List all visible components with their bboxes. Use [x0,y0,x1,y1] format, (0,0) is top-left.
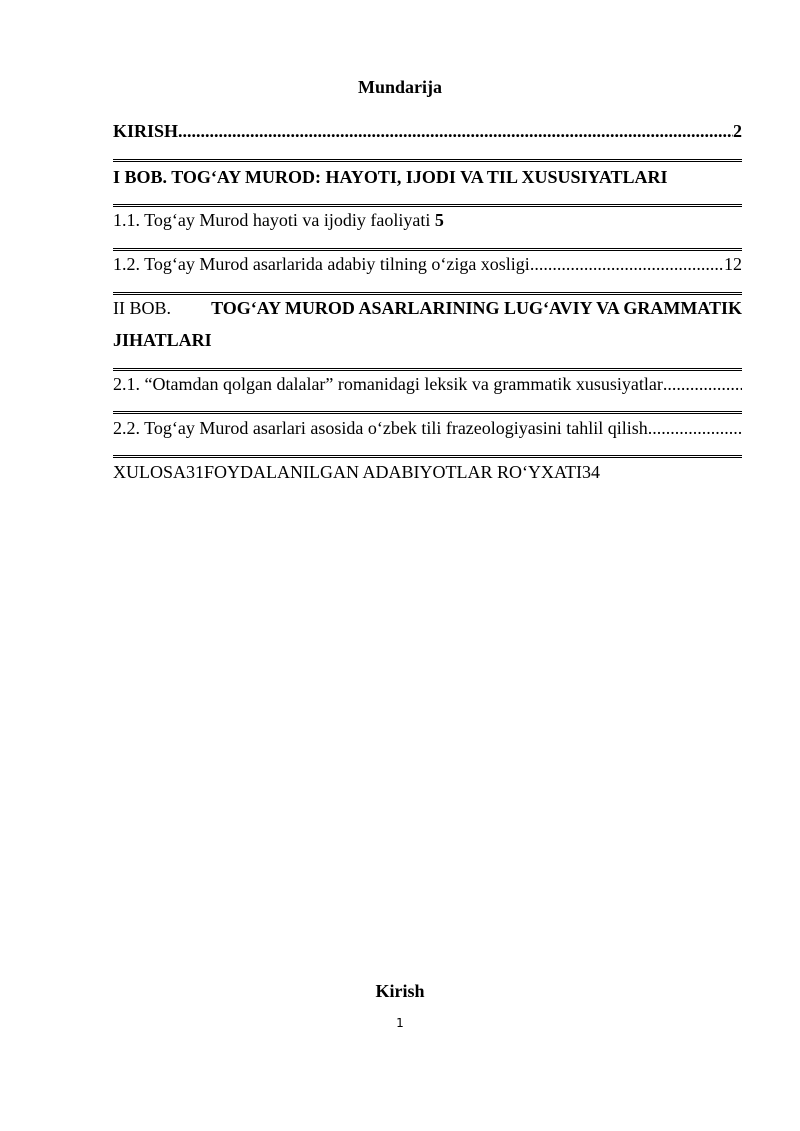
dot-leader [530,253,724,275]
toc-entry-label: 1.1. Tog‘ay Murod hayoti va ijodiy faoliyati [113,210,435,230]
next-section-heading: Kirish [375,981,425,1001]
toc-entry-prefix: II BOB. [113,298,176,318]
double-rule [113,248,742,251]
dot-leader [648,417,742,439]
dot-leader [663,373,742,395]
toc-entry-conclusion-references[interactable] [113,461,742,483]
page-number: 1 [396,1016,404,1030]
toc-entry-kirish[interactable] [113,120,742,142]
toc-entry-page: 12 [724,254,742,274]
toc-entry-chapter-2[interactable] [113,297,742,319]
toc-entry-label: 2.2. Tog‘ay Murod asarlari asosida o‘zbek tili frazeologiyasini tahlil qilish [113,418,648,438]
double-rule [113,292,742,295]
double-rule [113,159,742,162]
double-rule [113,368,742,371]
toc-entry-label: 2.1. “Otamdan qolgan dalalar” romanidagi leksik va grammatik xususiyatlar [113,374,663,394]
toc-entry-page: 5 [434,210,444,230]
toc-entry-section-1-1[interactable] [113,209,742,231]
double-rule [113,455,742,458]
toc-title: Mundarija [357,77,442,97]
toc-entry-section-2-2[interactable] [113,417,742,439]
toc-entry-label: JIHATLARI [113,330,212,350]
toc-entry-page: 2 [733,121,742,141]
toc-entry-label: XULOSA31FOYDALANILGAN ADABIYOTLAR RO‘YXATI34 [113,462,600,482]
toc-entry-label: 1.2. Tog‘ay Murod asarlarida adabiy tilning o‘ziga xosligi [113,254,530,274]
toc-entry-section-2-1[interactable] [113,373,742,395]
double-rule [113,204,742,207]
toc-entry-label: TOG‘AY MUROD ASARLARINING LUG‘AVIY VA GRAMMATIK [211,298,742,318]
toc-entry-chapter-1[interactable] [113,166,742,188]
toc-entry-chapter-2-continued [113,329,742,351]
double-rule [113,411,742,414]
toc-entry-label: KIRISH [113,121,179,141]
toc-entry-label: I BOB. TOG‘AY MUROD: HAYOTI, IJODI VA TIL XUSUSIYATLARI [113,167,668,187]
toc-entry-section-1-2[interactable] [113,253,742,275]
dot-leader [178,120,733,142]
